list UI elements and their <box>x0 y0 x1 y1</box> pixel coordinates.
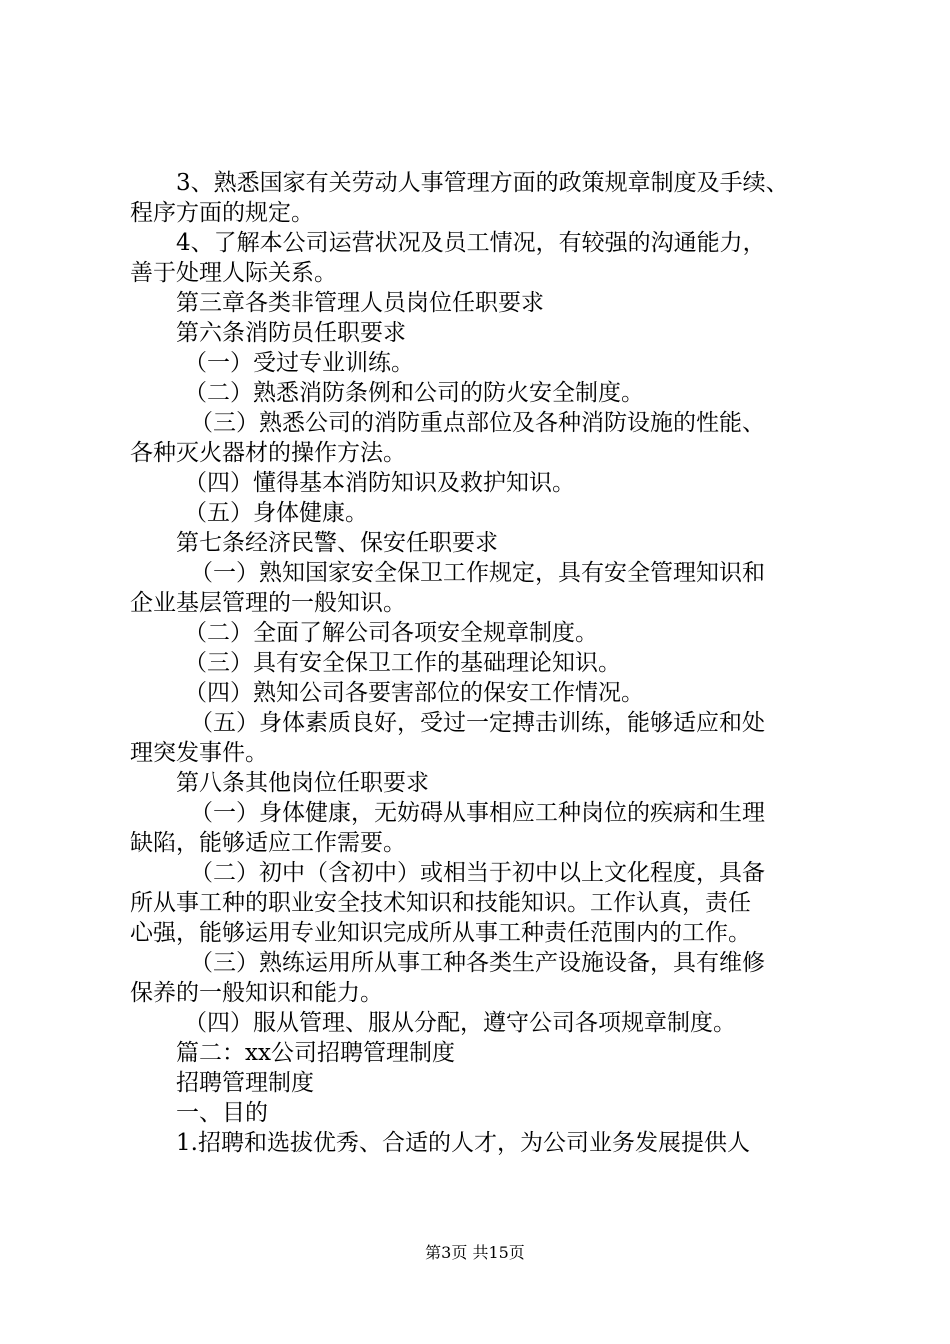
text-line: 程序方面的规定。 <box>130 200 314 226</box>
text-line: （一）熟知国家安全保卫工作规定，具有安全管理知识和 <box>190 560 765 586</box>
text-line: （五）身体健康。 <box>184 500 368 526</box>
text-line: 缺陷，能够适应工作需要。 <box>130 830 406 856</box>
text-line: （三）具有安全保卫工作的基础理论知识。 <box>184 650 621 676</box>
text-line: （四）懂得基本消防知识及救护知识。 <box>184 470 575 496</box>
text-line: （一）身体健康，无妨碍从事相应工种岗位的疾病和生理 <box>190 800 765 826</box>
text-line: （四）服从管理、服从分配，遵守公司各项规章制度。 <box>184 1010 736 1036</box>
text-line: 4、了解本公司运营状况及员工情况，有较强的沟通能力， <box>176 230 766 256</box>
text-line: 一、目的 <box>176 1100 268 1126</box>
text-line: 3、熟悉国家有关劳动人事管理方面的政策规章制度及手续、 <box>176 170 789 196</box>
text-line: （二）全面了解公司各项安全规章制度。 <box>184 620 598 646</box>
text-line: 招聘管理制度 <box>176 1070 314 1096</box>
page-footer: 第3页 共15页 <box>425 1243 525 1262</box>
text-line: （三）熟练运用所从事工种各类生产设施设备，具有维修 <box>190 950 765 976</box>
text-line: 保养的一般知识和能力。 <box>130 980 383 1006</box>
text-line: 心强，能够运用专业知识完成所从事工种责任范围内的工作。 <box>130 920 751 946</box>
text-line: 所从事工种的职业安全技术知识和技能知识。工作认真，责任 <box>130 890 751 916</box>
text-line: 各种灭火器材的操作方法。 <box>130 440 406 466</box>
text-line: 第七条经济民警、保安任职要求 <box>176 530 498 556</box>
text-line: 企业基层管理的一般知识。 <box>130 590 406 616</box>
text-line: （二）熟悉消防条例和公司的防火安全制度。 <box>184 380 644 406</box>
text-line: 第六条消防员任职要求 <box>176 320 406 346</box>
document-body <box>130 168 830 1158</box>
text-line: 理突发事件。 <box>130 740 268 766</box>
text-line: 第三章各类非管理人员岗位任职要求 <box>176 290 544 316</box>
text-line: （五）身体素质良好，受过一定搏击训练，能够适应和处 <box>190 710 765 736</box>
text-line: （四）熟知公司各要害部位的保安工作情况。 <box>184 680 644 706</box>
text-line: 第八条其他岗位任职要求 <box>176 770 429 796</box>
text-line: 善于处理人际关系。 <box>130 260 337 286</box>
text-line: （三）熟悉公司的消防重点部位及各种消防设施的性能、 <box>190 410 765 436</box>
text-line: 篇二：xx公司招聘管理制度 <box>176 1040 455 1066</box>
text-line: （一）受过专业训练。 <box>184 350 414 376</box>
text-line: （二）初中（含初中）或相当于初中以上文化程度，具备 <box>190 860 765 886</box>
text-line: 1.招聘和选拔优秀、合适的人才，为公司业务发展提供人 <box>176 1130 750 1156</box>
